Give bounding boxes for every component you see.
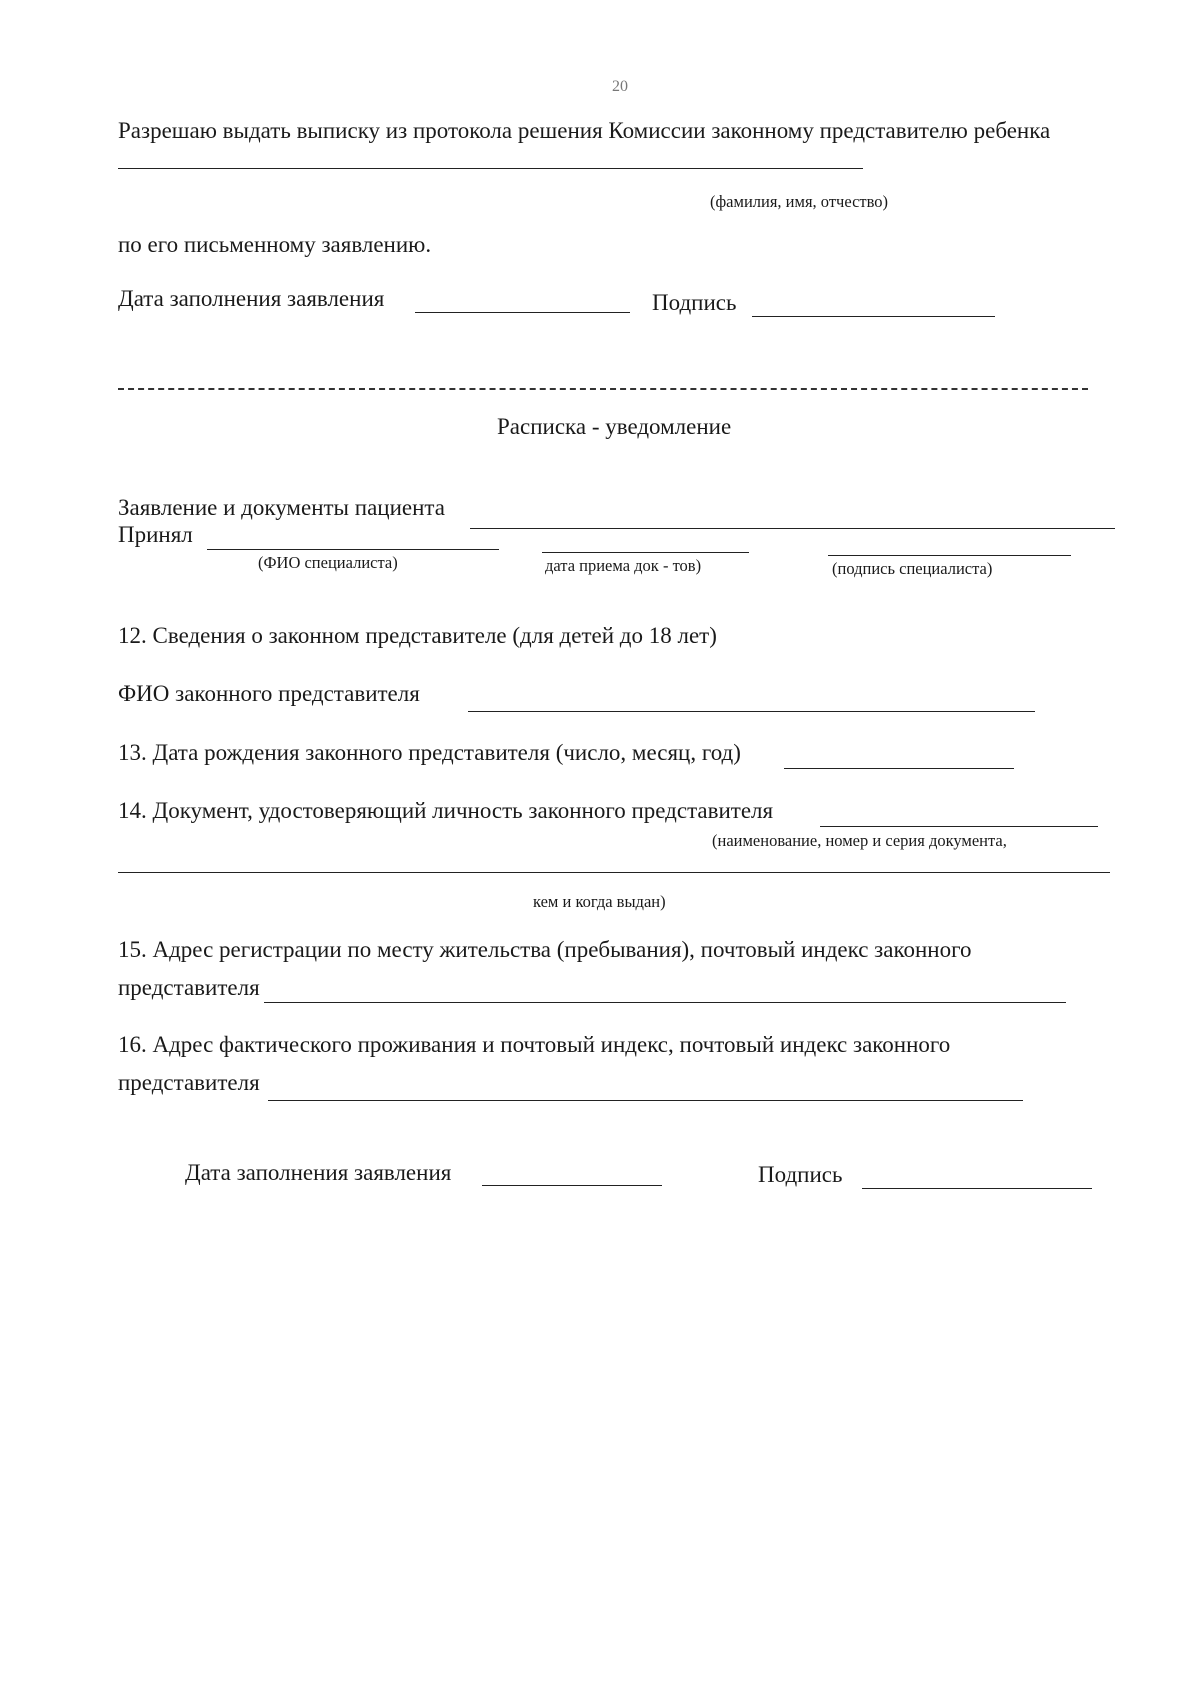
section-12-heading: 12. Сведения о законном представителе (для детей до 18 лет) [118,623,717,648]
section-16-label: 16. Адрес фактического проживания и почтовый индекс, почтовый индекс законного [118,1032,951,1057]
fio-caption: (фамилия, имя, отчество) [710,192,889,211]
section-15-rep-word: представителя [118,975,260,1000]
footer-fill-date-line[interactable] [482,1185,662,1186]
acceptance-date-caption: дата приема док - тов) [545,556,702,575]
id-document-issuer-field[interactable] [118,872,1110,873]
permission-text: Разрешаю выдать выписку из протокола решения Комиссии законному представителю ребенка [118,118,1051,143]
specialist-signature-line[interactable] [828,555,1071,556]
permission-continuation: по его письменному заявлению. [118,232,432,257]
registration-address-field[interactable] [264,1002,1066,1003]
section-16-rep-word: представителя [118,1070,260,1095]
fill-date-label: Дата заполнения заявления [118,286,385,311]
representative-fio-label: ФИО законного представителя [118,681,420,706]
documents-line[interactable] [470,528,1115,529]
id-document-issuer-caption: кем и когда выдан) [533,892,666,911]
section-15-label: 15. Адрес регистрации по месту жительства (пребывания), почтовый индекс законного [118,937,972,962]
fill-date-line[interactable] [415,312,630,313]
section-13-label: 13. Дата рождения законного представителя (число, месяц, год) [118,740,741,765]
representative-fio-line[interactable] [118,168,863,169]
documents-label: Заявление и документы пациента [118,495,445,520]
birthdate-field[interactable] [784,768,1014,769]
receipt-title: Расписка - уведомление [497,414,732,439]
specialist-signature-caption: (подпись специалиста) [832,559,993,578]
footer-signature-line[interactable] [862,1188,1092,1189]
accepted-label: Принял [118,522,193,547]
signature-line[interactable] [752,316,995,317]
cut-line [118,388,1088,390]
specialist-name-line[interactable] [207,549,499,550]
id-document-field[interactable] [820,826,1098,827]
signature-label: Подпись [652,290,737,315]
id-document-caption: (наименование, номер и серия документа, [712,831,1007,850]
section-14-label: 14. Документ, удостоверяющий личность законного представителя [118,798,774,823]
footer-signature-label: Подпись [758,1162,843,1187]
acceptance-date-line[interactable] [542,552,749,553]
page-number: 20 [612,78,628,95]
representative-fio-field[interactable] [468,711,1035,712]
footer-fill-date-label: Дата заполнения заявления [185,1160,452,1185]
actual-address-field[interactable] [268,1100,1023,1101]
specialist-name-caption: (ФИО специалиста) [258,553,398,572]
